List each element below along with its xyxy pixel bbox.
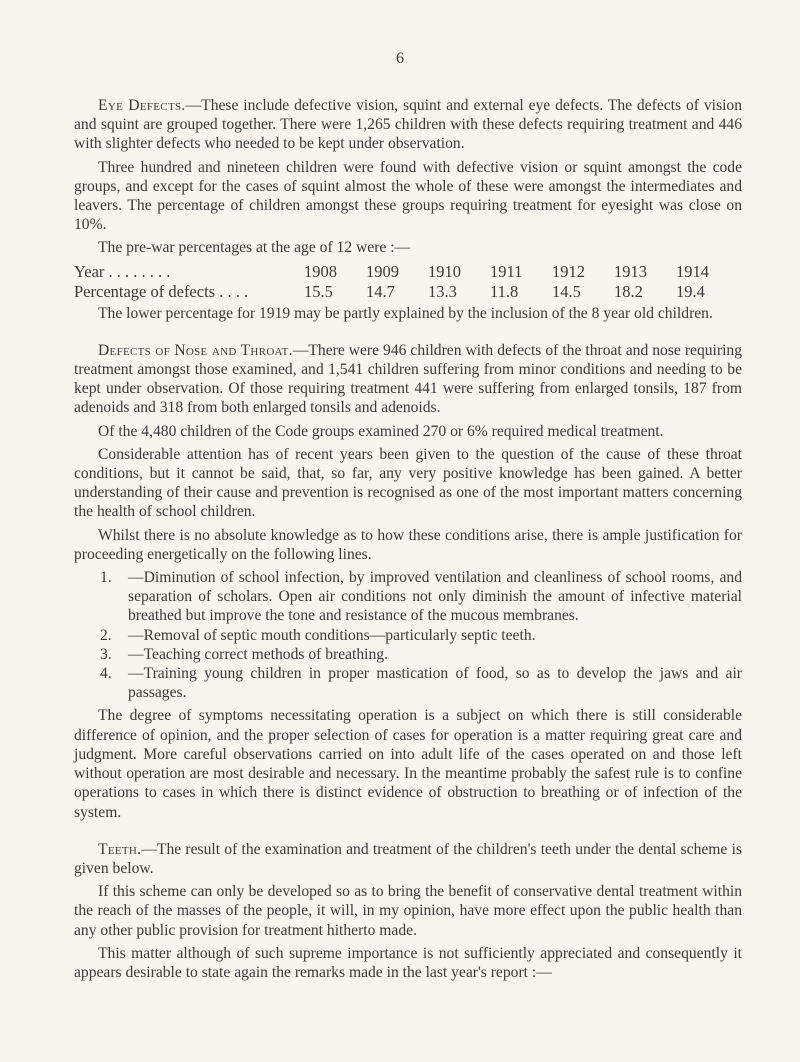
nose-throat-paragraph-2: Of the 4,480 children of the Code groups examined 270 or 6% required medical treatment.	[98, 422, 664, 440]
document-body	[74, 96, 742, 986]
teeth-paragraph-3: This matter although of such supreme importance is not sufficiently appreciated and consequently it appears desirable to state again the remarks made in the last year's report :—	[74, 944, 742, 981]
row-label-year: Year . . . . . . . .	[74, 261, 171, 281]
page-number: 6	[396, 50, 404, 67]
percentage-cell: 14.7	[366, 281, 395, 301]
eye-defects-paragraph-1: Eye Defects.—These include defective vision, squint and external eye defects. The defects of vision and squint are grouped together. There were 1,265 children with these defects requiring treatment and 446 with slighter defects who needed to be kept under observation.	[74, 97, 742, 153]
eye-defects-paragraph-4: The lower percentage for 1919 may be partly explained by the inclusion of the 8 year old children.	[98, 304, 713, 322]
percentage-cell: 13.3	[428, 281, 457, 301]
nose-throat-section	[74, 341, 742, 822]
table-row-percentage	[74, 282, 738, 302]
row-label-percentage: Percentage of defects . . . .	[74, 281, 249, 301]
year-cell: 1908	[304, 261, 337, 281]
eye-defects-paragraph-2: Three hundred and nineteen children were found with defective vision or squint amongst the code groups, and except for the cases of squint almost the whole of these were amongst the intermediates and leavers. The percentage of children amongst these groups requiring treatment for eyesight was close on 10%.	[74, 158, 742, 234]
nose-throat-heading: Defects of Nose and Throat.	[98, 341, 293, 359]
list-item: 1. —Diminution of school infection, by improved ventilation and cleanliness of school rooms, and separation of scholars. Open air conditions not only diminish the amount of infective material breathed but improve the tone and resistance of the mucous membranes.	[100, 569, 742, 625]
list-item: 4. —Training young children in proper mastication of food, so as to develop the jaws and air passages.	[100, 665, 742, 702]
nose-throat-paragraph-5: The degree of symptoms necessitating operation is a subject on which there is still considerable difference of opinion, and the proper selection of cases for operation is a matter requiring great care and judgment. More careful observations carried on into adult life of the cases operated on and those left without operation are most desirable and necessary. In the meantime probably the safest rule is to confine operations to cases in which there is distinct evidence of obstruction to breathing or of infection of the system.	[74, 707, 742, 821]
year-cell: 1913	[614, 261, 647, 281]
year-cell: 1914	[676, 261, 709, 281]
nose-throat-paragraph-3: Considerable attention has of recent years been given to the question of the cause of these throat conditions, but it cannot be said, that, so far, any very positive knowledge has been gained. A better understanding of their cause and prevention is recognised as one of the most important matters concerning the health of school children.	[74, 445, 742, 521]
year-cell: 1911	[490, 261, 523, 281]
year-cell: 1912	[552, 261, 585, 281]
nose-throat-paragraph-4: Whilst there is no absolute knowledge as to how these conditions arise, there is ample justification for proceeding energetically on the following lines.	[74, 526, 742, 563]
eye-defects-heading: Eye Defects.	[98, 97, 186, 114]
percentage-cell: 15.5	[304, 281, 333, 301]
percentage-cell: 19.4	[676, 281, 705, 301]
eye-defects-section	[74, 96, 742, 323]
year-cell: 1910	[428, 261, 461, 281]
teeth-paragraph-1: Teeth.—The result of the examination and treatment of the children's teeth under the dental scheme is given below.	[74, 840, 742, 877]
percentage-cell: 11.8	[490, 281, 519, 301]
preventive-measures-list	[74, 568, 742, 702]
year-cell: 1909	[366, 261, 399, 281]
list-item: 3. —Teaching correct methods of breathing.	[100, 645, 389, 663]
teeth-paragraph-2: If this scheme can only be developed so as to bring the benefit of conservative dental treatment within the reach of the masses of the people, it will, in my opinion, have more effect upon the public health than any other public provision for treatment hitherto made.	[74, 883, 742, 939]
percentage-cell: 18.2	[614, 281, 643, 301]
pre-war-percentages-table	[74, 262, 738, 302]
teeth-heading: Teeth.	[98, 840, 142, 858]
eye-defects-paragraph-3: The pre-war percentages at the age of 12 were :—	[98, 239, 411, 257]
nose-throat-paragraph-1: Defects of Nose and Throat.—There were 946 children with defects of the throat and nose requiring treatment amongst those examined, and 1,541 children suffering from minor conditions and needing to be kept under observation. Of those requiring treatment 441 were suffering from enlarged tonsils, 187 from adenoids and 318 from both enlarged tonsils and adenoids.	[74, 341, 742, 417]
teeth-section	[74, 840, 742, 982]
list-item: 2. —Removal of septic mouth conditions—particularly septic teeth.	[100, 626, 536, 644]
percentage-cell: 14.5	[552, 281, 581, 301]
table-row-year	[74, 262, 738, 282]
